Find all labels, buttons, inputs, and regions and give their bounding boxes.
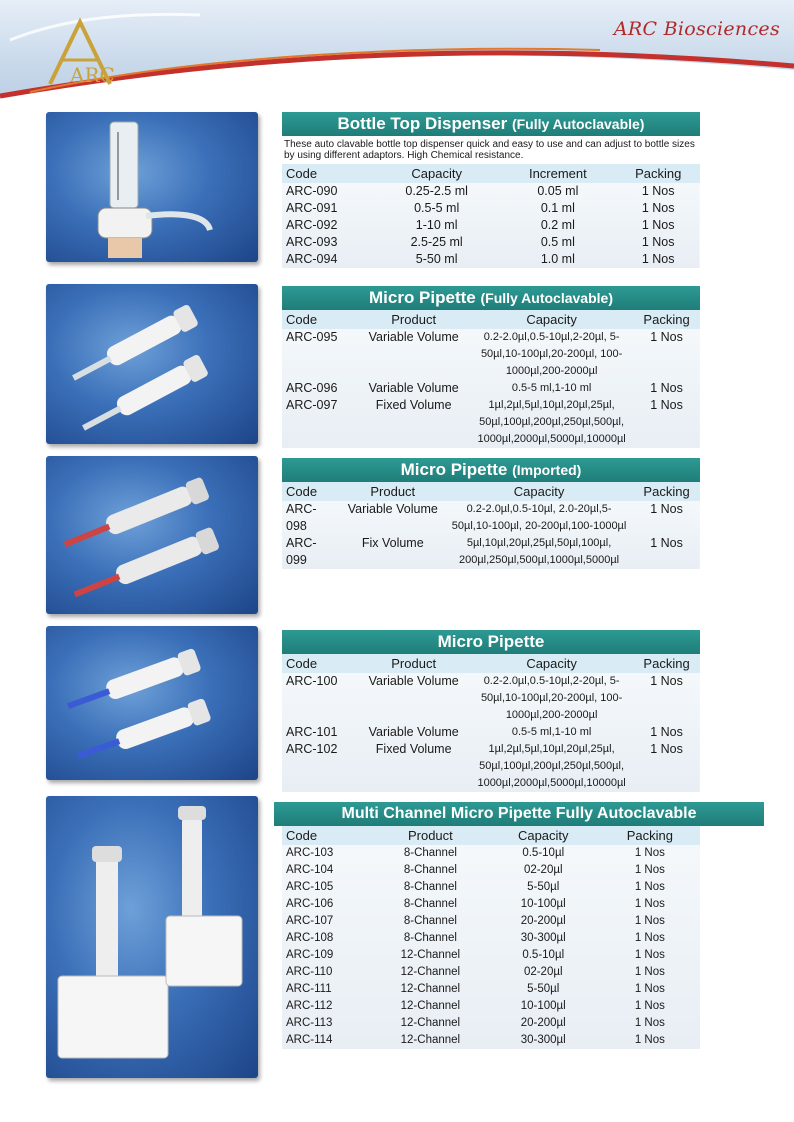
column-header: Product <box>341 482 446 501</box>
cell-code: ARC-096 <box>286 381 338 395</box>
table-row <box>282 879 700 896</box>
cell-code: ARC-091 <box>286 201 338 215</box>
column-header: Packing <box>633 482 700 501</box>
cell-packing: 1 Nos <box>650 502 683 516</box>
section-title: Micro Pipette <box>369 288 476 307</box>
table-row <box>282 329 700 380</box>
section-title-band <box>274 802 764 826</box>
cell-code: ARC-109 <box>286 949 334 961</box>
section-title-band <box>282 458 700 482</box>
cell-capacity: 10-100µl <box>520 898 566 910</box>
cell-packing: 1 Nos <box>650 381 683 395</box>
column-header: Packing <box>633 654 700 673</box>
cell-capacity: 02-20µl <box>523 966 563 978</box>
table-row <box>282 234 700 251</box>
cell-packing: 1 Nos <box>634 864 665 876</box>
column-header: Increment <box>499 164 616 183</box>
cell-packing: 1 Nos <box>650 725 683 739</box>
cell-capacity: 5-50µl <box>527 881 560 893</box>
cell-capacity: 02-20µl <box>523 864 563 876</box>
section-title: Multi Channel Micro Pipette Fully Autoclavable <box>341 805 697 822</box>
cell-packing: 1 Nos <box>634 1034 665 1046</box>
column-header: Capacity <box>470 310 633 329</box>
table-row <box>282 913 700 930</box>
cell-packing: 1 Nos <box>650 398 683 412</box>
section-description: These auto clavable bottle top dispenser quick and easy to use and can adjust to bottle sizes by using different adaptors. High Chemical resistance. <box>282 136 700 164</box>
cell-product: 12-Channel <box>400 983 461 995</box>
multi-channel-pipette-photo <box>46 796 258 1078</box>
cell-packing: 1 Nos <box>634 915 665 927</box>
cell-packing: 1 Nos <box>650 330 683 344</box>
cell-packing: 1 Nos <box>641 252 675 266</box>
cell-capacity: 30-300µl <box>520 932 566 944</box>
cell-capacity: 20-200µl <box>520 1017 566 1029</box>
table-row <box>282 964 700 981</box>
cell-increment: 0.5 ml <box>540 235 575 249</box>
section-subtitle: (Imported) <box>512 462 582 478</box>
cell-product: Variable Volume <box>347 502 438 516</box>
cell-capacity: 0.2-2.0µl,0.5-10µl, 2.0-20µl,5-50µl,10-100µl, 20-200µl,100-1000µl <box>451 503 627 532</box>
arc-logo-icon <box>40 14 120 94</box>
table-row <box>282 998 700 1015</box>
cell-packing: 1 Nos <box>650 536 683 550</box>
column-header: Product <box>357 310 470 329</box>
section-title-band <box>282 630 700 654</box>
micro-pipette-imported-photo <box>46 456 258 614</box>
cell-packing: 1 Nos <box>641 218 675 232</box>
cell-code: ARC-100 <box>286 674 338 688</box>
cell-code: ARC-099 <box>286 536 317 567</box>
cell-packing: 1 Nos <box>641 235 675 249</box>
cell-packing: 1 Nos <box>641 184 675 198</box>
cell-capacity: 0.25-2.5 ml <box>405 184 468 198</box>
table-row <box>282 535 700 569</box>
cell-product: Variable Volume <box>368 725 459 739</box>
cell-product: 8-Channel <box>403 932 457 944</box>
section-micro-pipette-imported <box>282 458 700 569</box>
table-row <box>282 217 700 234</box>
micro-pipette-autoclavable-table <box>282 310 700 448</box>
cell-code: ARC-110 <box>286 966 333 978</box>
brand-name: ARC Biosciences <box>613 18 780 40</box>
column-header: Capacity <box>374 164 499 183</box>
cell-code: ARC-101 <box>286 725 338 739</box>
cell-capacity: 2.5-25 ml <box>410 235 463 249</box>
section-micro-pipette-autoclavable <box>282 286 700 448</box>
cell-code: ARC-093 <box>286 235 338 249</box>
cell-product: 8-Channel <box>403 847 457 859</box>
table-row <box>282 673 700 724</box>
cell-product: 12-Channel <box>400 1034 461 1046</box>
cell-capacity: 1µl,2µl,5µl,10µl,20µl,25µl, 50µl,100µl,200µl,250µl,500µl, 1000µl,2000µl,5000µl,10000µl <box>477 399 626 445</box>
cell-capacity: 0.2-2.0µl,0.5-10µl,2-20µl, 5-50µl,10-100µl,20-200µl, 100-1000µl,200-2000µl <box>480 675 623 721</box>
cell-capacity: 1-10 ml <box>415 218 458 232</box>
table-row <box>282 741 700 792</box>
cell-product: 12-Channel <box>400 1000 461 1012</box>
section-bottle-top-dispenser <box>282 112 700 268</box>
table-row <box>282 501 700 535</box>
cell-capacity: 20-200µl <box>520 915 566 927</box>
section-title-band <box>282 286 700 310</box>
cell-capacity: 0.5-5 ml,1-10 ml <box>511 726 592 738</box>
column-header: Packing <box>616 164 700 183</box>
cell-packing: 1 Nos <box>634 966 665 978</box>
table-row <box>282 251 700 268</box>
cell-code: ARC-106 <box>286 898 334 910</box>
cell-packing: 1 Nos <box>634 881 665 893</box>
cell-code: ARC-103 <box>286 847 334 859</box>
cell-capacity: 0.5-5 ml <box>414 201 460 215</box>
cell-code: ARC-107 <box>286 915 334 927</box>
cell-code: ARC-112 <box>286 1000 333 1012</box>
cell-packing: 1 Nos <box>650 742 683 756</box>
cell-capacity: 0.5-10µl <box>522 949 565 961</box>
table-row <box>282 862 700 879</box>
cell-capacity: 5-50 ml <box>415 252 458 266</box>
micro-pipette-autoclavable-photo <box>46 284 258 444</box>
section-title-band <box>282 112 700 136</box>
table-row <box>282 380 700 397</box>
cell-product: 8-Channel <box>403 915 457 927</box>
column-header: Product <box>357 654 470 673</box>
cell-capacity: 0.5-5 ml,1-10 ml <box>511 382 592 394</box>
cell-code: ARC-098 <box>286 502 317 533</box>
page-header <box>0 0 794 112</box>
cell-product: 8-Channel <box>403 864 457 876</box>
cell-packing: 1 Nos <box>634 983 665 995</box>
table-row <box>282 981 700 998</box>
cell-product: 12-Channel <box>400 1017 461 1029</box>
cell-increment: 0.05 ml <box>537 184 579 198</box>
table-row <box>282 1015 700 1032</box>
table-row <box>282 200 700 217</box>
cell-product: Fixed Volume <box>375 398 452 412</box>
cell-packing: 1 Nos <box>634 949 665 961</box>
cell-product: Variable Volume <box>368 330 459 344</box>
dispenser-photo <box>46 112 258 262</box>
cell-product: 8-Channel <box>403 898 457 910</box>
cell-product: Variable Volume <box>368 381 459 395</box>
cell-code: ARC-108 <box>286 932 334 944</box>
cell-code: ARC-092 <box>286 218 338 232</box>
cell-product: Fixed Volume <box>375 742 452 756</box>
cell-capacity: 10-100µl <box>520 1000 566 1012</box>
column-header: Code <box>282 164 374 183</box>
cell-increment: 1.0 ml <box>540 252 575 266</box>
cell-code: ARC-102 <box>286 742 338 756</box>
cell-code: ARC-090 <box>286 184 338 198</box>
column-header: Code <box>282 482 341 501</box>
cell-increment: 0.2 ml <box>540 218 575 232</box>
table-row <box>282 947 700 964</box>
logo-text: ARC <box>70 63 115 87</box>
column-header: Code <box>282 826 374 845</box>
micro-pipette-imported-table <box>282 482 700 569</box>
column-header: Product <box>374 826 487 845</box>
cell-product: 8-Channel <box>403 881 457 893</box>
cell-packing: 1 Nos <box>634 932 665 944</box>
column-header: Capacity <box>470 654 633 673</box>
section-multi-channel-pipette <box>282 802 700 1049</box>
table-row <box>282 724 700 741</box>
cell-packing: 1 Nos <box>634 1000 665 1012</box>
micro-pipette-table <box>282 654 700 792</box>
cell-product: 12-Channel <box>400 966 461 978</box>
cell-code: ARC-114 <box>286 1034 333 1046</box>
cell-code: ARC-097 <box>286 398 338 412</box>
cell-capacity: 5µl,10µl,20µl,25µl,50µl,100µl, 200µl,250µl,500µl,1000µl,5000µl <box>458 537 620 566</box>
section-micro-pipette <box>282 630 700 792</box>
table-row <box>282 183 700 200</box>
cell-capacity: 1µl,2µl,5µl,10µl,20µl,25µl, 50µl,100µl,200µl,250µl,500µl, 1000µl,2000µl,5000µl,10000µl <box>477 743 626 789</box>
cell-packing: 1 Nos <box>650 674 683 688</box>
cell-code: ARC-094 <box>286 252 338 266</box>
table-row <box>282 896 700 913</box>
table-row <box>282 397 700 448</box>
table-row <box>282 845 700 862</box>
section-subtitle: (Fully Autoclavable) <box>480 290 613 306</box>
cell-capacity: 0.5-10µl <box>522 847 565 859</box>
cell-product: 12-Channel <box>400 949 461 961</box>
cell-packing: 1 Nos <box>641 201 675 215</box>
column-header: Packing <box>600 826 700 845</box>
section-subtitle: (Fully Autoclavable) <box>511 116 645 132</box>
cell-code: ARC-105 <box>286 881 334 893</box>
section-title: Micro Pipette <box>400 460 508 479</box>
cell-packing: 1 Nos <box>634 1017 665 1029</box>
cell-packing: 1 Nos <box>634 847 665 859</box>
dispenser-table <box>282 164 700 268</box>
cell-packing: 1 Nos <box>634 898 665 910</box>
column-header: Code <box>282 310 357 329</box>
section-title: Micro Pipette <box>437 632 545 651</box>
section-title: Bottle Top Dispenser <box>337 114 508 133</box>
cell-increment: 0.1 ml <box>540 201 575 215</box>
cell-code: ARC-113 <box>286 1017 333 1029</box>
cell-code: ARC-111 <box>286 983 332 995</box>
cell-code: ARC-104 <box>286 864 334 876</box>
cell-capacity: 30-300µl <box>520 1034 566 1046</box>
cell-capacity: 5-50µl <box>527 983 560 995</box>
column-header: Packing <box>633 310 700 329</box>
cell-capacity: 0.2-2.0µl,0.5-10µl,2-20µl, 5-50µl,10-100µl,20-200µl, 100-1000µl,200-2000µl <box>480 331 623 377</box>
cell-product: Fix Volume <box>361 536 424 550</box>
micro-pipette-photo <box>46 626 258 780</box>
multi-channel-table <box>282 826 700 1049</box>
cell-code: ARC-095 <box>286 330 338 344</box>
column-header: Capacity <box>445 482 633 501</box>
cell-product: Variable Volume <box>368 674 459 688</box>
column-header: Capacity <box>487 826 600 845</box>
table-row <box>282 1032 700 1049</box>
table-row <box>282 930 700 947</box>
column-header: Code <box>282 654 357 673</box>
